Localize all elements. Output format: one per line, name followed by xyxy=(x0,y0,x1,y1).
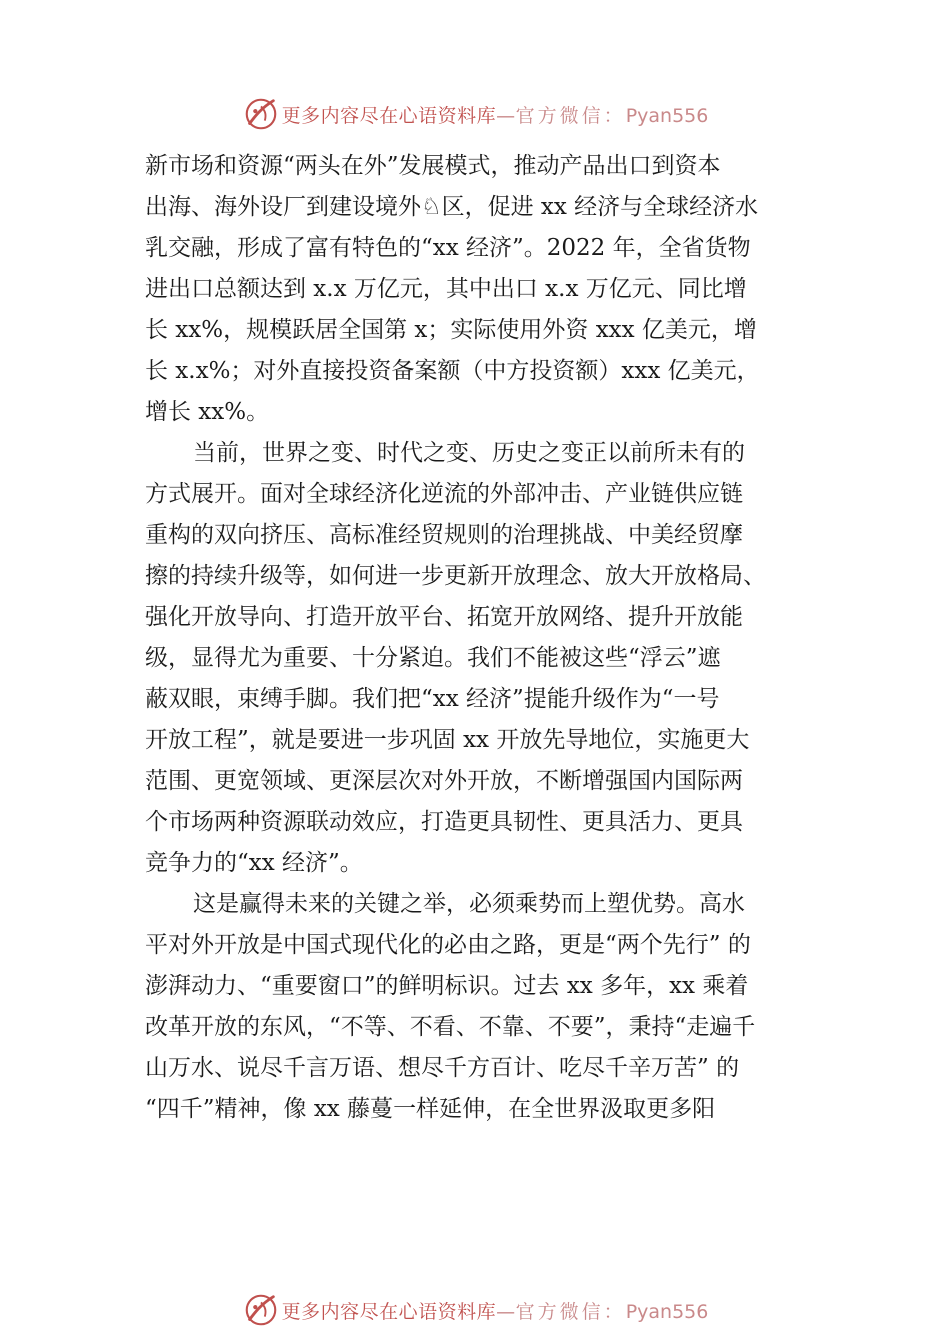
footer-banner-text xyxy=(282,1297,709,1324)
brand-logo-icon xyxy=(242,95,280,133)
body-line: 竞争力的“xx 经济”。 xyxy=(145,850,363,876)
header-wechat-id: Pyan556 xyxy=(625,104,709,127)
header-banner-text xyxy=(282,101,709,128)
body-line: “四千”精神，像 xx 藤蔓一样延伸，在全世界汲取更多阳 xyxy=(145,1096,716,1122)
body-line: 平对外开放是中国式现代化的必由之路，更是“两个先行” 的 xyxy=(145,932,751,958)
body-line: 个市场两种资源联动效应，打造更具韧性、更具活力、更具 xyxy=(145,809,743,835)
body-line: 澎湃动力、“重要窗口”的鲜明标识。过去 xx 多年，xx 乘着 xyxy=(145,973,749,999)
footer-wechat-label: 官方微信： xyxy=(515,1300,626,1323)
header-brand: 更多内容尽在心语资料库 xyxy=(281,104,497,127)
body-line: 增长 xx%。 xyxy=(145,399,270,425)
header-separator: — xyxy=(496,104,516,127)
body-line: 蔽双眼，束缚手脚。我们把“xx 经济”提能升级作为“一号 xyxy=(145,686,720,712)
body-line: 开放工程”，就是要进一步巩固 xx 开放先导地位，实施更大 xyxy=(145,727,750,753)
body-line: 出海、海外设厂到建设境外♘区，促进 xx 经济与全球经济水 xyxy=(145,194,759,220)
header-wechat-label: 官方微信： xyxy=(515,104,626,127)
body-line: 改革开放的东风，“不等、不看、不靠、不要”，秉持“走遍千 xyxy=(145,1014,756,1040)
body-line: 强化开放导向、打造开放平台、拓宽开放网络、提升开放能 xyxy=(145,604,743,630)
body-line: 长 xx%，规模跃居全国第 x；实际使用外资 xxx 亿美元，增 xyxy=(145,317,757,343)
paragraph-start-line: 这是赢得未来的关键之举，必须乘势而上塑优势。高水 xyxy=(193,891,745,917)
body-line: 新市场和资源“两头在外”发展模式，推动产品出口到资本 xyxy=(145,153,721,179)
body-line: 乳交融，形成了富有特色的“xx 经济”。2022 年，全省货物 xyxy=(145,235,751,261)
body-line: 山万水、说尽千言万语、想尽千方百计、吃尽千辛万苦” 的 xyxy=(145,1055,740,1081)
body-line: 级，显得尤为重要、十分紧迫。我们不能被这些“浮云”遮 xyxy=(145,645,721,671)
paragraph-start-line: 当前，世界之变、时代之变、历史之变正以前所未有的 xyxy=(193,440,745,466)
document-body xyxy=(145,146,817,1130)
footer-separator: — xyxy=(496,1300,516,1323)
brand-logo-icon xyxy=(242,1291,280,1329)
footer-brand: 更多内容尽在心语资料库 xyxy=(281,1300,497,1323)
body-line: 擦的持续升级等，如何进一步更新开放理念、放大开放格局、 xyxy=(145,563,766,589)
footer-wechat-id: Pyan556 xyxy=(625,1300,709,1323)
body-line: 方式展开。面对全球经济化逆流的外部冲击、产业链供应链 xyxy=(145,481,743,507)
body-line: 重构的双向挤压、高标准经贸规则的治理挑战、中美经贸摩 xyxy=(145,522,743,548)
body-line: 范围、更宽领域、更深层次对外开放，不断增强国内国际两 xyxy=(145,768,743,794)
body-line: 长 x.x%；对外直接投资备案额（中方投资额）xxx 亿美元， xyxy=(145,358,760,384)
header-banner xyxy=(0,92,950,136)
footer-banner xyxy=(0,1288,950,1332)
body-line: 进出口总额达到 x.x 万亿元，其中出口 x.x 万亿元、同比增 xyxy=(145,276,747,302)
